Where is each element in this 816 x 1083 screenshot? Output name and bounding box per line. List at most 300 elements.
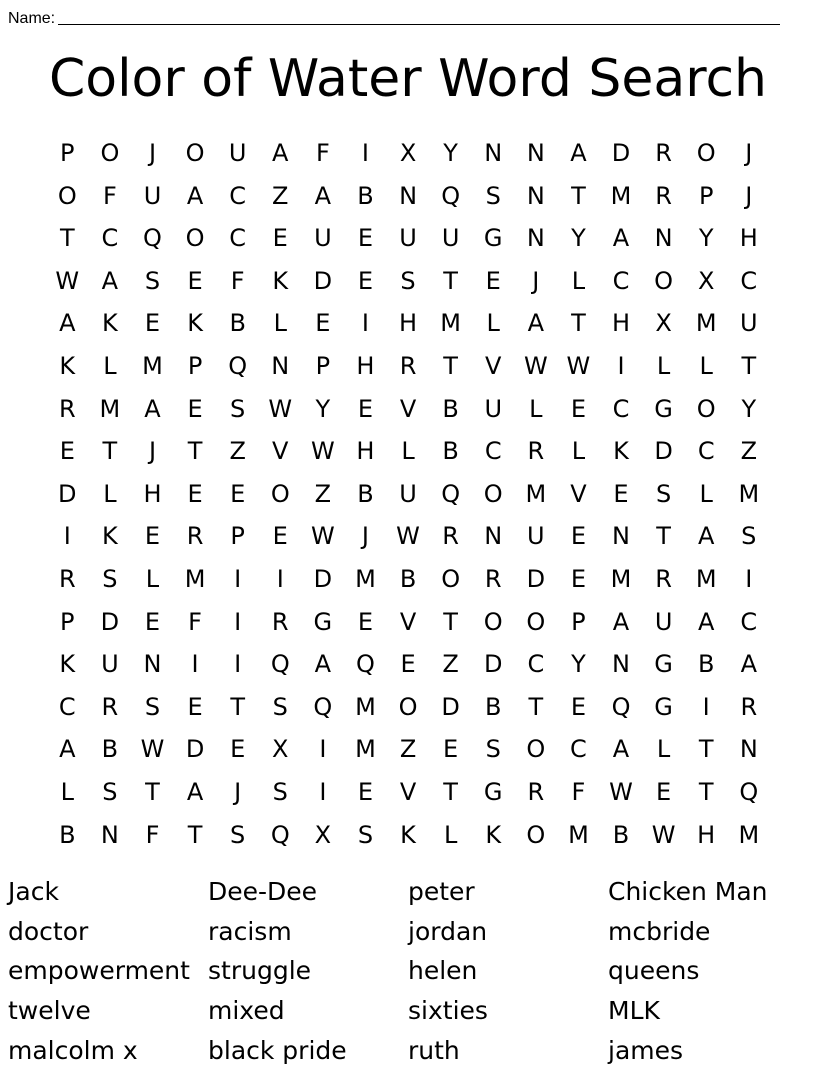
grid-letter[interactable]: A bbox=[570, 139, 587, 167]
grid-letter[interactable]: O bbox=[483, 479, 503, 508]
grid-letter[interactable]: U bbox=[484, 394, 503, 423]
grid-letter[interactable]: K bbox=[400, 820, 416, 849]
grid-letter[interactable]: M bbox=[738, 820, 760, 849]
grid-letter[interactable]: M bbox=[568, 820, 589, 849]
grid-letter[interactable]: M bbox=[525, 479, 547, 508]
grid-letter[interactable]: O bbox=[654, 266, 674, 295]
grid-letter[interactable]: N bbox=[100, 820, 119, 849]
grid-letter[interactable]: O bbox=[398, 692, 418, 721]
grid-letter[interactable]: O bbox=[441, 564, 461, 593]
grid-letter[interactable]: P bbox=[698, 181, 714, 210]
grid-letter[interactable]: K bbox=[272, 266, 289, 295]
grid-letter[interactable]: K bbox=[102, 522, 118, 551]
grid-letter[interactable]: E bbox=[570, 692, 586, 721]
grid-letter[interactable]: U bbox=[101, 650, 119, 679]
grid-letter[interactable]: Z bbox=[442, 650, 459, 679]
grid-letter[interactable]: M bbox=[142, 351, 163, 380]
grid-letter[interactable]: A bbox=[272, 139, 289, 167]
grid-letter[interactable]: S bbox=[144, 266, 161, 295]
grid-letter[interactable]: T bbox=[230, 692, 245, 721]
grid-letter[interactable]: S bbox=[485, 735, 501, 764]
grid-letter[interactable]: F bbox=[315, 139, 330, 167]
grid-letter[interactable]: P bbox=[315, 351, 331, 380]
grid-letter[interactable]: N bbox=[271, 351, 290, 380]
grid-letter[interactable]: E bbox=[187, 266, 203, 295]
grid-letter[interactable]: Y bbox=[443, 139, 458, 167]
grid-letter[interactable]: A bbox=[101, 266, 119, 295]
grid-letter[interactable]: R bbox=[58, 394, 76, 423]
grid-letter[interactable]: N bbox=[612, 522, 630, 551]
grid-letter[interactable]: C bbox=[229, 224, 247, 253]
grid-letter[interactable]: G bbox=[654, 650, 673, 679]
grid-letter[interactable]: K bbox=[187, 309, 203, 338]
grid-letter[interactable]: E bbox=[357, 394, 374, 423]
grid-letter[interactable]: I bbox=[702, 692, 710, 721]
grid-letter[interactable]: E bbox=[400, 650, 416, 679]
grid-letter[interactable]: R bbox=[655, 139, 672, 167]
grid-letter[interactable]: O bbox=[185, 139, 205, 167]
grid-letter[interactable]: S bbox=[144, 692, 161, 721]
grid-letter[interactable]: Z bbox=[229, 437, 246, 466]
grid-letter[interactable]: X bbox=[272, 735, 289, 764]
grid-letter[interactable]: I bbox=[234, 564, 242, 593]
grid-letter[interactable]: J bbox=[532, 266, 540, 295]
grid-letter[interactable]: U bbox=[143, 181, 162, 210]
grid-letter[interactable]: R bbox=[655, 181, 672, 210]
grid-letter[interactable]: G bbox=[654, 692, 673, 721]
grid-letter[interactable]: H bbox=[399, 309, 418, 338]
grid-letter[interactable]: V bbox=[399, 777, 417, 806]
grid-letter[interactable]: L bbox=[60, 777, 74, 806]
grid-letter[interactable]: T bbox=[443, 607, 458, 636]
grid-letter[interactable]: H bbox=[356, 351, 375, 380]
grid-letter[interactable]: B bbox=[612, 820, 630, 849]
grid-row bbox=[46, 132, 770, 175]
grid-letter[interactable]: Y bbox=[698, 224, 714, 253]
grid-letter[interactable]: B bbox=[485, 692, 502, 721]
grid-letter[interactable]: A bbox=[144, 394, 161, 423]
grid-letter[interactable]: M bbox=[355, 735, 376, 764]
grid-letter[interactable]: A bbox=[186, 181, 204, 210]
grid-letter[interactable]: M bbox=[610, 181, 632, 210]
grid-letter[interactable]: P bbox=[60, 139, 75, 167]
grid-letter[interactable]: T bbox=[443, 266, 458, 295]
grid-letter[interactable]: L bbox=[529, 394, 543, 423]
grid-letter[interactable]: N bbox=[484, 522, 503, 551]
grid-letter[interactable]: B bbox=[357, 181, 374, 210]
grid-letter[interactable]: N bbox=[526, 181, 545, 210]
grid-letter[interactable]: W bbox=[310, 437, 335, 466]
grid-letter[interactable]: E bbox=[357, 224, 374, 253]
grid-letter[interactable]: M bbox=[695, 309, 717, 338]
grid-letter[interactable]: N bbox=[612, 650, 630, 679]
grid-letter[interactable]: E bbox=[315, 309, 331, 338]
grid-letter[interactable]: S bbox=[400, 266, 416, 295]
grid-letter[interactable]: L bbox=[401, 437, 415, 466]
grid-letter[interactable]: Z bbox=[399, 735, 417, 764]
grid-letter[interactable]: N bbox=[484, 139, 503, 167]
grid-letter[interactable]: U bbox=[527, 522, 545, 551]
grid-letter[interactable]: R bbox=[101, 692, 119, 721]
grid-letter[interactable]: L bbox=[571, 266, 586, 295]
grid-letter[interactable]: K bbox=[59, 351, 76, 380]
grid-letter[interactable]: C bbox=[612, 266, 630, 295]
grid-letter[interactable]: B bbox=[697, 650, 715, 679]
word-bank-item: mcbride bbox=[608, 916, 711, 946]
grid-letter[interactable]: G bbox=[313, 607, 333, 636]
grid-letter[interactable]: S bbox=[102, 564, 118, 593]
grid-letter[interactable]: U bbox=[399, 224, 417, 253]
grid-letter[interactable]: W bbox=[55, 266, 80, 295]
grid-letter[interactable]: M bbox=[610, 564, 632, 593]
grid-letter[interactable]: T bbox=[59, 224, 75, 253]
grid-letter[interactable]: L bbox=[656, 351, 671, 380]
word-bank-row bbox=[8, 872, 808, 912]
grid-letter[interactable]: E bbox=[230, 479, 246, 508]
grid-letter[interactable]: T bbox=[571, 309, 586, 338]
word-bank-item: empowerment bbox=[8, 956, 190, 986]
grid-letter[interactable]: I bbox=[234, 607, 242, 636]
grid-letter[interactable]: N bbox=[739, 735, 758, 764]
grid-letter[interactable]: S bbox=[230, 394, 246, 423]
grid-letter[interactable]: M bbox=[440, 309, 461, 338]
grid-letter[interactable]: Q bbox=[356, 650, 375, 679]
grid-letter[interactable]: U bbox=[441, 224, 460, 253]
grid-letter[interactable]: W bbox=[268, 394, 293, 423]
word-bank-item: james bbox=[608, 1035, 684, 1065]
grid-letter[interactable]: Z bbox=[314, 479, 332, 508]
grid-letter[interactable]: J bbox=[745, 181, 753, 210]
grid-letter[interactable]: A bbox=[740, 650, 757, 679]
grid-letter[interactable]: S bbox=[485, 181, 501, 210]
grid-letter[interactable]: R bbox=[58, 564, 76, 593]
grid-letter[interactable]: E bbox=[272, 224, 288, 253]
grid-letter[interactable]: R bbox=[527, 777, 545, 806]
grid-letter[interactable]: S bbox=[102, 777, 118, 806]
grid-letter[interactable]: Q bbox=[441, 181, 461, 210]
grid-letter[interactable]: Q bbox=[270, 650, 290, 679]
grid-letter[interactable]: O bbox=[483, 607, 503, 636]
grid-letter[interactable]: K bbox=[485, 820, 502, 849]
grid-letter[interactable]: C bbox=[612, 394, 630, 423]
grid-letter[interactable]: Q bbox=[739, 777, 759, 806]
grid-letter[interactable]: E bbox=[144, 522, 161, 551]
grid-letter[interactable]: C bbox=[697, 437, 715, 466]
grid-letter[interactable]: B bbox=[442, 437, 459, 466]
grid-letter[interactable]: T bbox=[656, 522, 671, 551]
grid-letter[interactable]: T bbox=[528, 692, 544, 721]
grid-letter[interactable]: T bbox=[443, 777, 458, 806]
grid-letter[interactable]: C bbox=[740, 266, 758, 295]
grid-letter[interactable]: H bbox=[356, 437, 375, 466]
grid-letter[interactable]: H bbox=[697, 820, 716, 849]
grid-letter[interactable]: L bbox=[571, 437, 586, 466]
grid-letter[interactable]: R bbox=[740, 692, 758, 721]
grid-letter[interactable]: O bbox=[696, 394, 716, 423]
grid-letter[interactable]: Y bbox=[315, 394, 331, 423]
grid-letter[interactable]: F bbox=[145, 820, 160, 849]
grid-letter[interactable]: E bbox=[59, 437, 75, 466]
word-bank-item: queens bbox=[608, 956, 700, 986]
grid-letter[interactable]: A bbox=[612, 224, 630, 253]
grid-letter[interactable]: T bbox=[102, 437, 118, 466]
grid-letter[interactable]: J bbox=[148, 139, 157, 167]
grid-letter[interactable]: B bbox=[357, 479, 374, 508]
grid-letter[interactable]: Q bbox=[143, 224, 162, 253]
word-bank bbox=[8, 872, 808, 1070]
grid-letter[interactable]: F bbox=[102, 181, 117, 210]
grid-letter[interactable]: E bbox=[357, 777, 374, 806]
grid-letter[interactable]: A bbox=[612, 735, 630, 764]
grid-letter[interactable]: R bbox=[484, 564, 502, 593]
grid-letter[interactable]: L bbox=[656, 735, 671, 764]
grid-letter[interactable]: U bbox=[228, 139, 247, 167]
grid-letter[interactable]: S bbox=[230, 820, 246, 849]
grid-letter[interactable]: D bbox=[313, 564, 333, 593]
grid-letter[interactable]: E bbox=[570, 394, 586, 423]
grid-letter[interactable]: D bbox=[654, 437, 673, 466]
grid-letter[interactable]: V bbox=[485, 351, 502, 380]
grid-letter[interactable]: T bbox=[145, 777, 160, 806]
grid-letter[interactable]: W bbox=[566, 351, 591, 380]
grid-letter[interactable]: T bbox=[571, 181, 586, 210]
word-bank-item: black pride bbox=[208, 1035, 347, 1065]
grid-letter[interactable]: D bbox=[58, 479, 77, 508]
grid-letter[interactable]: E bbox=[357, 266, 374, 295]
grid-letter[interactable]: L bbox=[273, 309, 287, 338]
grid-letter[interactable]: L bbox=[103, 351, 117, 380]
grid-letter[interactable]: C bbox=[570, 735, 587, 764]
grid-letter[interactable]: T bbox=[443, 351, 458, 380]
grid-letter[interactable]: V bbox=[570, 479, 587, 508]
grid-letter[interactable]: R bbox=[271, 607, 289, 636]
grid-letter[interactable]: A bbox=[697, 522, 715, 551]
grid-letter[interactable]: O bbox=[526, 607, 546, 636]
grid-letter[interactable]: S bbox=[655, 479, 672, 508]
grid-letter[interactable]: N bbox=[399, 181, 418, 210]
grid-letter[interactable]: R bbox=[655, 564, 672, 593]
grid-letter[interactable]: J bbox=[745, 139, 753, 167]
grid-letter[interactable]: Q bbox=[313, 692, 333, 721]
grid-letter[interactable]: I bbox=[234, 650, 242, 679]
grid-letter[interactable]: A bbox=[314, 650, 332, 679]
grid-letter[interactable]: W bbox=[651, 820, 676, 849]
grid-letter[interactable]: K bbox=[102, 309, 118, 338]
grid-letter[interactable]: L bbox=[443, 820, 458, 849]
grid-letter[interactable]: I bbox=[319, 735, 327, 764]
grid-letter[interactable]: E bbox=[357, 607, 374, 636]
grid-letter[interactable]: P bbox=[230, 522, 245, 551]
grid-letter[interactable]: O bbox=[100, 139, 120, 167]
grid-letter[interactable]: I bbox=[63, 522, 71, 551]
grid-letter[interactable]: G bbox=[483, 224, 503, 253]
grid-letter[interactable]: E bbox=[485, 266, 501, 295]
grid-letter[interactable]: M bbox=[99, 394, 121, 423]
grid-letter[interactable]: B bbox=[442, 394, 459, 423]
grid-letter[interactable]: K bbox=[59, 650, 76, 679]
grid-letter[interactable]: E bbox=[443, 735, 459, 764]
grid-letter[interactable]: T bbox=[187, 437, 203, 466]
grid-letter[interactable]: C bbox=[740, 607, 758, 636]
grid-letter[interactable]: D bbox=[185, 735, 205, 764]
grid-letter[interactable]: T bbox=[741, 351, 757, 380]
grid-letter[interactable]: A bbox=[59, 735, 76, 764]
grid-letter[interactable]: D bbox=[441, 692, 460, 721]
grid-letter[interactable]: O bbox=[185, 224, 205, 253]
grid-letter[interactable]: O bbox=[57, 181, 77, 210]
grid-letter[interactable]: F bbox=[571, 777, 586, 806]
grid-letter[interactable]: M bbox=[738, 479, 760, 508]
grid-letter[interactable]: W bbox=[140, 735, 165, 764]
grid-letter[interactable]: I bbox=[745, 564, 753, 593]
grid-letter[interactable]: V bbox=[399, 394, 417, 423]
grid-letter[interactable]: R bbox=[527, 437, 545, 466]
grid-letter[interactable]: N bbox=[526, 224, 545, 253]
grid-letter[interactable]: A bbox=[527, 309, 545, 338]
grid-letter[interactable]: D bbox=[611, 139, 631, 167]
grid-letter[interactable]: D bbox=[483, 650, 503, 679]
grid-letter[interactable]: O bbox=[270, 479, 290, 508]
grid-letter[interactable]: A bbox=[314, 181, 332, 210]
grid-letter[interactable]: Q bbox=[270, 820, 290, 849]
grid-letter[interactable]: U bbox=[654, 607, 673, 636]
grid-letter[interactable]: E bbox=[570, 522, 586, 551]
grid-letter[interactable]: M bbox=[184, 564, 206, 593]
grid-letter[interactable]: H bbox=[739, 224, 758, 253]
grid-letter[interactable]: N bbox=[143, 650, 162, 679]
grid-letter[interactable]: M bbox=[355, 564, 376, 593]
grid-letter[interactable]: E bbox=[272, 522, 288, 551]
grid-letter[interactable]: C bbox=[484, 437, 502, 466]
grid-letter[interactable]: K bbox=[613, 437, 629, 466]
grid-letter[interactable]: L bbox=[699, 351, 713, 380]
grid-letter[interactable]: F bbox=[188, 607, 202, 636]
grid-letter[interactable]: R bbox=[186, 522, 204, 551]
grid-letter[interactable]: W bbox=[609, 777, 633, 806]
grid-letter[interactable]: S bbox=[357, 820, 374, 849]
grid-letter[interactable]: R bbox=[442, 522, 459, 551]
grid-letter[interactable]: S bbox=[272, 777, 288, 806]
grid-letter[interactable]: U bbox=[399, 479, 417, 508]
grid-letter[interactable]: B bbox=[101, 735, 119, 764]
grid-letter[interactable]: A bbox=[697, 607, 715, 636]
grid-letter[interactable]: E bbox=[144, 607, 161, 636]
grid-letter[interactable]: D bbox=[313, 266, 333, 295]
grid-letter[interactable]: H bbox=[143, 479, 162, 508]
grid-letter[interactable]: W bbox=[523, 351, 548, 380]
grid-letter[interactable]: Z bbox=[272, 181, 289, 210]
grid-letter[interactable]: E bbox=[187, 479, 203, 508]
grid-letter[interactable]: O bbox=[526, 735, 546, 764]
word-bank-item: doctor bbox=[8, 916, 89, 946]
grid-letter[interactable]: S bbox=[741, 522, 757, 551]
grid-letter[interactable]: V bbox=[399, 607, 417, 636]
grid-letter[interactable]: B bbox=[399, 564, 417, 593]
name-blank-line[interactable] bbox=[58, 24, 780, 25]
grid-letter[interactable]: E bbox=[187, 692, 203, 721]
grid-letter[interactable]: E bbox=[187, 394, 203, 423]
grid-letter[interactable]: X bbox=[399, 139, 417, 167]
grid-letter[interactable]: L bbox=[145, 564, 160, 593]
grid-letter[interactable]: J bbox=[148, 437, 157, 466]
grid-letter[interactable]: Q bbox=[611, 692, 631, 721]
grid-letter[interactable]: W bbox=[396, 522, 420, 551]
grid-letter[interactable]: C bbox=[101, 224, 119, 253]
grid-letter[interactable]: I bbox=[191, 650, 199, 679]
grid-letter[interactable]: C bbox=[229, 181, 247, 210]
grid-letter[interactable]: B bbox=[229, 309, 246, 338]
grid-letter[interactable]: V bbox=[272, 437, 289, 466]
grid-letter[interactable]: I bbox=[361, 139, 369, 167]
grid-letter[interactable]: E bbox=[230, 735, 246, 764]
grid-letter[interactable]: G bbox=[654, 394, 673, 423]
grid-letter[interactable]: Z bbox=[740, 437, 758, 466]
grid-letter[interactable]: U bbox=[740, 309, 758, 338]
grid-letter[interactable]: J bbox=[361, 522, 369, 551]
grid-letter[interactable]: O bbox=[696, 139, 716, 167]
grid-letter[interactable]: C bbox=[58, 692, 76, 721]
grid-letter[interactable]: M bbox=[355, 692, 376, 721]
grid-letter[interactable]: Q bbox=[441, 479, 461, 508]
grid-letter[interactable]: X bbox=[655, 309, 672, 338]
grid-letter[interactable]: A bbox=[186, 777, 204, 806]
grid-letter[interactable]: J bbox=[234, 777, 242, 806]
grid-letter[interactable]: E bbox=[656, 777, 672, 806]
grid-letter[interactable]: X bbox=[314, 820, 332, 849]
grid-letter[interactable]: T bbox=[698, 777, 714, 806]
grid-letter[interactable]: A bbox=[59, 309, 76, 338]
grid-letter[interactable]: W bbox=[310, 522, 335, 551]
grid-letter[interactable]: L bbox=[699, 479, 713, 508]
grid-letter[interactable]: C bbox=[527, 650, 545, 679]
grid-letter[interactable]: T bbox=[187, 820, 203, 849]
grid-letter[interactable]: O bbox=[526, 820, 546, 849]
grid-letter[interactable]: D bbox=[100, 607, 120, 636]
grid-letter[interactable]: Y bbox=[571, 650, 586, 679]
grid-letter[interactable]: M bbox=[695, 564, 717, 593]
grid-letter[interactable]: L bbox=[486, 309, 500, 338]
grid-letter[interactable]: Y bbox=[741, 394, 757, 423]
grid-letter[interactable]: H bbox=[611, 309, 631, 338]
grid-letter[interactable]: P bbox=[187, 351, 203, 380]
grid-letter[interactable]: I bbox=[276, 564, 284, 593]
grid-letter[interactable]: E bbox=[144, 309, 161, 338]
grid-letter[interactable]: E bbox=[613, 479, 629, 508]
grid-letter[interactable]: U bbox=[314, 224, 332, 253]
grid-letter[interactable]: E bbox=[570, 564, 586, 593]
grid-letter[interactable]: P bbox=[60, 607, 75, 636]
grid-letter[interactable]: X bbox=[697, 266, 715, 295]
grid-letter[interactable]: B bbox=[59, 820, 76, 849]
grid-letter[interactable]: T bbox=[698, 735, 714, 764]
grid-letter[interactable]: G bbox=[483, 777, 503, 806]
grid-letter[interactable]: N bbox=[526, 139, 545, 167]
grid-letter[interactable]: L bbox=[103, 479, 117, 508]
grid-letter[interactable]: Y bbox=[571, 224, 586, 253]
grid-letter[interactable]: I bbox=[617, 351, 625, 380]
grid-letter[interactable]: F bbox=[230, 266, 245, 295]
grid-letter[interactable]: P bbox=[571, 607, 586, 636]
grid-letter[interactable]: A bbox=[612, 607, 630, 636]
grid-letter[interactable]: S bbox=[272, 692, 288, 721]
grid-letter[interactable]: R bbox=[399, 351, 417, 380]
grid-letter[interactable]: I bbox=[319, 777, 327, 806]
grid-letter[interactable]: D bbox=[526, 564, 546, 593]
grid-letter[interactable]: Q bbox=[228, 351, 248, 380]
grid-letter[interactable]: I bbox=[361, 309, 369, 338]
grid-row bbox=[46, 388, 770, 431]
grid-letter[interactable]: N bbox=[654, 224, 673, 253]
